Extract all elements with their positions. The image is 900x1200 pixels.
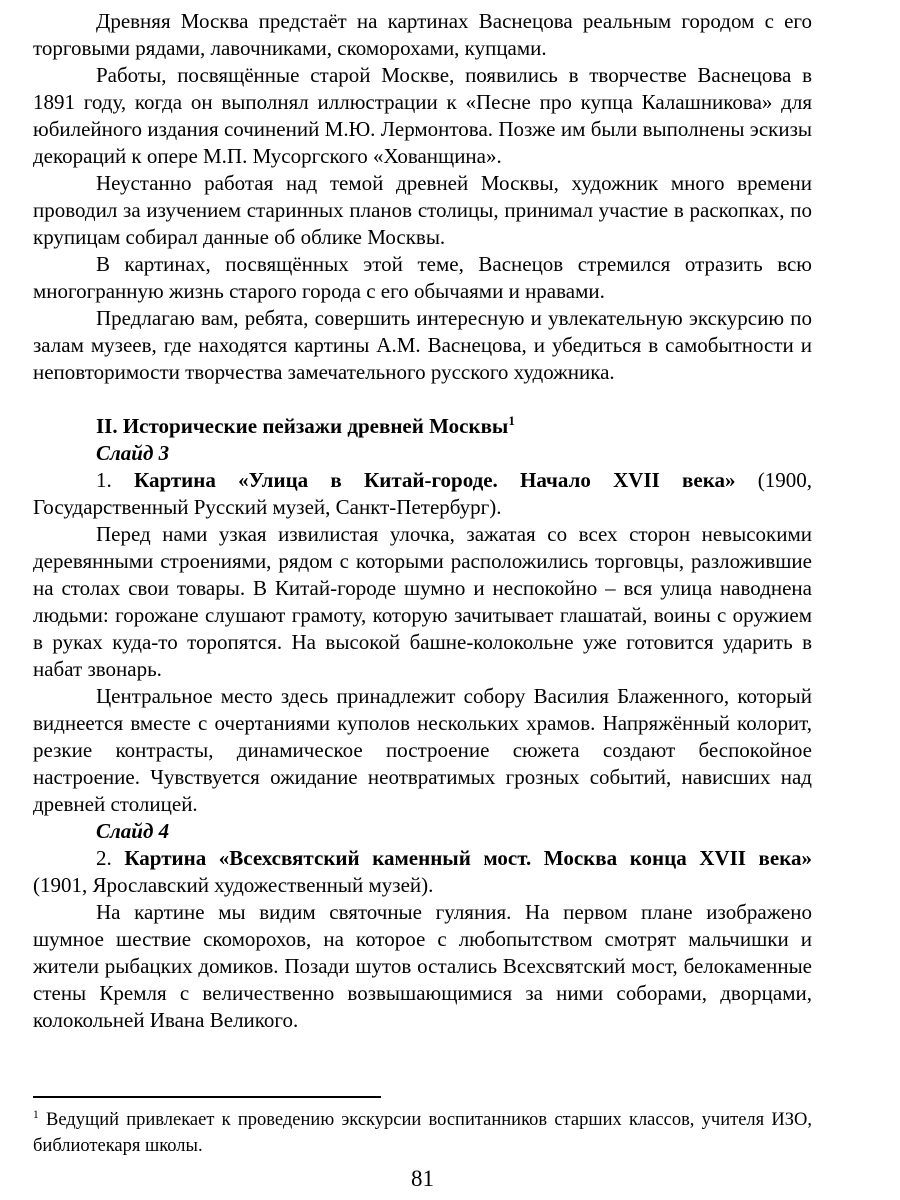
picture1-title: Картина «Улица в Китай-городе. Начало XVII века» [134,468,736,492]
picture2-number: 2. [96,846,112,870]
footnote-marker: 1 [33,1108,39,1121]
section-heading-text: II. Исторические пейзажи древней Москвы [96,414,509,438]
picture2-caption [33,845,812,899]
intro-paragraph-2: Работы, посвящённые старой Москве, появились в творчестве Васнецова в 1891 году, когда он выполнял иллюстрации к «Песне про купца Калашникова» для юбилейного издания сочинений М.Ю. Лермонтова. Позже им были выполнены эскизы декораций к опере М.П. Мусоргского «Хованщина». [33,63,812,168]
picture2-paragraph-1: На картине мы видим святочные гуляния. На первом плане изображено шумное шествие скоморохов, на которое с любопытством смотрят мальчишки и жители рыбацких домиков. Позади шутов остались Всехсвятский мост, белокаменные стены Кремля с величественно возвышающимися за ними соборами, дворцами, колокольней Ивана Великого. [33,900,812,1032]
intro-paragraph-5: Предлагаю вам, ребята, совершить интересную и увлекательную экскурсию по залам музеев, где находятся картины А.М. Васнецова, и убедиться в самобытности и неповторимости творчества замечательного русского художника. [33,306,812,384]
picture2-details: (1901, Ярославский художественный музей). [33,873,434,897]
picture1-caption [33,467,812,521]
page-body [33,8,812,1034]
intro-paragraph-4: В картинах, посвящённых этой теме, Васнецов стремился отразить всю многогранную жизнь старого города с его обычаями и нравами. [33,252,812,303]
slide-label-3: Слайд 3 [96,441,170,465]
intro-paragraph-3: Неустанно работая над темой древней Москвы, художник много времени проводил за изучением старинных планов столицы, принимал участие в раскопках, по крупицам собирал данные об облике Москвы. [33,171,812,249]
slide-label-4: Слайд 4 [96,819,170,843]
picture2-title: Картина «Всехсвятский каменный мост. Москва конца XVII века» [124,846,812,870]
footnote-reference: 1 [508,413,515,428]
footnote-body: Ведущий привлекает к проведению экскурсии воспитанников старших классов, учителя ИЗО, библиотекаря школы. [33,1110,813,1156]
footnote-area [33,1096,812,1159]
picture1-details: (1900, Государственный Русский музей, Санкт-Петербург). [33,468,813,519]
picture1-number: 1. [96,468,112,492]
page-number: 81 [411,1166,434,1191]
footnote-text [33,1107,812,1159]
section-heading [33,413,812,440]
footnote-rule [33,1096,381,1098]
picture1-paragraph-2: Центральное место здесь принадлежит собору Василия Блаженного, который виднеется вместе с очертаниями куполов нескольких храмов. Напряжённый колорит, резкие контрасты, динамическое построение сюжета создают беспокойное настроение. Чувствуется ожидание неотвратимых грозных событий, нависших над древней столицей. [33,684,812,816]
picture1-paragraph-1: Перед нами узкая извилистая улочка, зажатая со всех сторон невысокими деревянными строениями, рядом с которыми расположились торговцы, разложившие на столах свои товары. В Китай-городе шумно и неспокойно – вся улица наводнена людьми: горожане слушают грамоту, которую зачитывает глашатай, воины с оружием в руках куда-то торопятся. На высокой башне-колокольне уже готовится ударить в набат звонарь. [33,522,812,681]
intro-paragraph-1: Древняя Москва предстаёт на картинах Васнецова реальным городом с его торговыми рядами, лавочниками, скоморохами, купцами. [33,9,812,60]
